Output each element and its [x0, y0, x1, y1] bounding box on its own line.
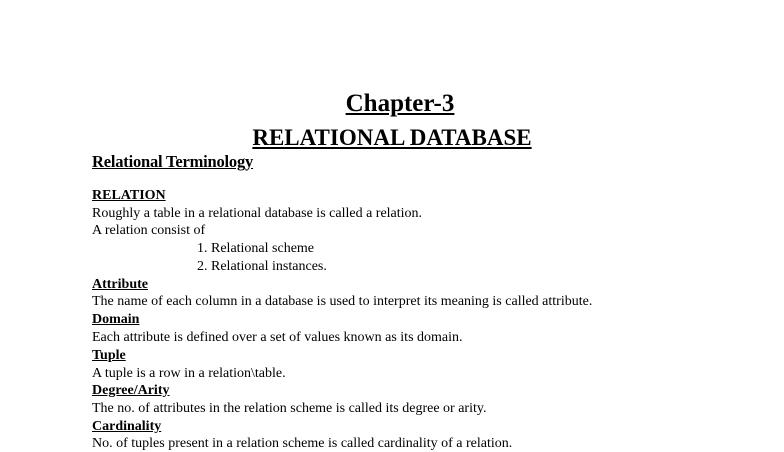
cardinality-definition: No. of tuples present in a relation scheme is called cardinality of a relation.: [92, 436, 513, 451]
relation-consists-text: A relation consist of: [92, 223, 206, 238]
tuple-definition: A tuple is a row in a relation\table.: [92, 366, 286, 381]
attribute-heading: Attribute: [92, 277, 148, 292]
domain-definition: Each attribute is defined over a set of values known as its domain.: [92, 330, 463, 345]
relation-definition: Roughly a table in a relational database is called a relation.: [92, 206, 423, 221]
section-heading: Relational Terminology: [92, 152, 254, 171]
cardinality-heading: Cardinality: [92, 419, 162, 434]
chapter-heading-text: Chapter-3: [345, 90, 455, 117]
domain-heading: Domain: [92, 312, 140, 327]
degree-definition: The no. of attributes in the relation scheme is called its degree or arity.: [92, 401, 487, 416]
relation-list-item: 1. Relational scheme: [197, 241, 315, 256]
tuple-heading: Tuple: [92, 348, 126, 363]
attribute-definition: The name of each column in a database is used to interpret its meaning is called attribute.: [92, 294, 593, 309]
page-title-text: RELATIONAL DATABASE: [252, 125, 532, 150]
relation-list-item: 2. Relational instances.: [197, 259, 327, 274]
chapter-heading: [0, 89, 784, 119]
relation-heading: RELATION: [92, 188, 166, 203]
degree-heading: Degree/Arity: [92, 383, 170, 398]
page-title: [0, 124, 784, 152]
